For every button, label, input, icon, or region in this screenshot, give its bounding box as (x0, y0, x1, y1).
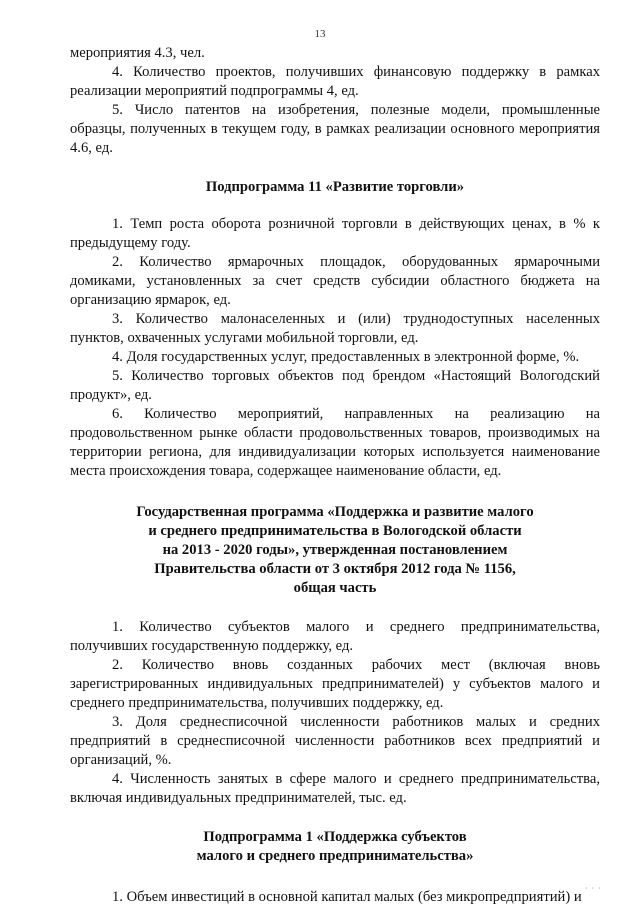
paragraph: мероприятия 4.3, чел. (70, 45, 205, 61)
paragraph: 5. Количество торговых объектов под брендом «Настоящий Вологодский продукт», ед. (70, 368, 600, 403)
paragraph: 3. Количество малонаселенных и (или) труднодоступных населенных пунктов, охваченных услугами мобильной торговли, ед. (70, 311, 600, 346)
paragraph: 6. Количество мероприятий, направленных на реализацию на продовольственном рынке области продовольственных товаров, производимых на территории региона, для индивидуализации которых используется наименование места происхождения товара, содержащее наименование области, ед. (70, 406, 600, 479)
scan-mark: · · · (585, 884, 602, 893)
program-heading (70, 503, 600, 598)
heading-line: общая часть (293, 580, 377, 596)
paragraph: 4. Численность занятых в сфере малого и среднего предпринимательства, включая индивидуальных предпринимателей, тыс. ед. (70, 771, 600, 806)
heading-line: малого и среднего предпринимательства» (196, 848, 474, 864)
document-body (70, 44, 600, 907)
paragraph: 5. Число патентов на изобретения, полезные модели, промышленные образцы, полученных в текущем году, в рамках реализации основного мероприятия 4.6, ед. (70, 102, 600, 156)
paragraph: 2. Количество ярмарочных площадок, оборудованных ярмарочными домиками, установленных за счет средств субсидии областного бюджета на организацию ярмарок, ед. (70, 254, 600, 308)
section-heading: Подпрограмма 11 «Развитие торговли» (205, 179, 465, 195)
paragraph: 1. Темп роста оборота розничной торговли в действующих ценах, в % к предыдущему году. (70, 216, 600, 251)
paragraph: 1. Объем инвестиций в основной капитал малых (без микропредприятий) и (112, 889, 582, 905)
heading-line: Государственная программа «Поддержка и развитие малого (136, 504, 534, 520)
heading-line: Правительства области от 3 октября 2012 года № 1156, (154, 561, 516, 577)
paragraph: 4. Количество проектов, получивших финансовую поддержку в рамках реализации мероприятий подпрограммы 4, ед. (70, 64, 600, 99)
heading-line: Подпрограмма 1 «Поддержка субъектов (203, 829, 467, 845)
heading-line: на 2013 - 2020 годы», утвержденная постановлением (162, 542, 508, 558)
subprogram-heading (70, 828, 600, 866)
page-number: 13 (314, 28, 326, 40)
heading-line: и среднего предпринимательства в Вологодской области (148, 523, 522, 539)
paragraph: 1. Количество субъектов малого и среднего предпринимательства, получивших государственную поддержку, ед. (70, 619, 600, 654)
paragraph: 4. Доля государственных услуг, предоставленных в электронной форме, %. (112, 349, 580, 365)
paragraph: 2. Количество вновь созданных рабочих мест (включая вновь зарегистрированных индивидуальных предпринимателей) у субъектов малого и среднего предпринимательства, получивших поддержку, ед. (70, 657, 600, 711)
paragraph: 3. Доля среднесписочной численности работников малых и средних предприятий в среднесписочной численности работников всех предприятий и организаций, %. (70, 714, 600, 768)
